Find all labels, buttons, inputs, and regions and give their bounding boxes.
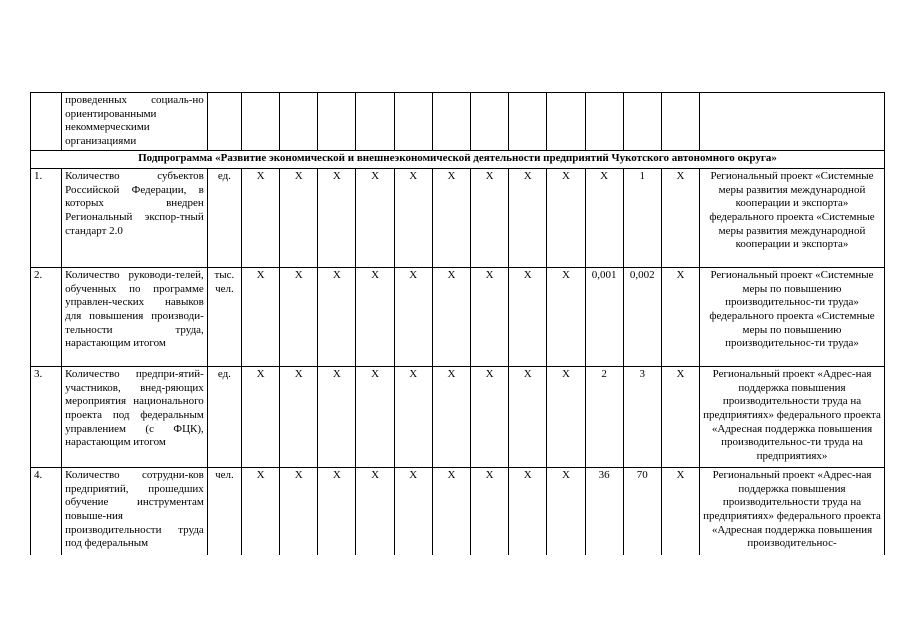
value-cell: Х	[280, 267, 318, 366]
project-cell: Региональный проект «Системные меры развития международной кооперации и экспорта» федерального проекта «Системные меры развития международной кооперации и экспорта»	[700, 168, 885, 267]
value-cell: Х	[471, 467, 509, 555]
value-cell: Х	[547, 467, 585, 555]
value-cell: Х	[318, 366, 356, 467]
section-row	[31, 150, 885, 168]
table-row	[31, 366, 885, 467]
value-cell: Х	[356, 267, 394, 366]
value-cell: Х	[241, 366, 279, 467]
value-cell: Х	[547, 267, 585, 366]
row-number: 4.	[31, 467, 62, 555]
value-cell: Х	[394, 467, 432, 555]
row-number: 2.	[31, 267, 62, 366]
section-title: Подпрограмма «Развитие экономической и внешнеэкономической деятельности предприятий Чукотского автономного округа»	[31, 150, 885, 168]
value-cell: Х	[318, 467, 356, 555]
unit-cell	[207, 93, 241, 151]
value-cell: 0,001	[585, 267, 623, 366]
value-cell: Х	[318, 267, 356, 366]
table-row	[31, 267, 885, 366]
value-cell: Х	[394, 168, 432, 267]
value-cell: 0,002	[623, 267, 661, 366]
row-number: 1.	[31, 168, 62, 267]
value-cell: Х	[356, 467, 394, 555]
indicator-name: Количество субъектов Российской Федерации, в которых внедрен Региональный экспор-тный стандарт 2.0	[62, 168, 208, 267]
unit-cell: ед.	[207, 366, 241, 467]
value-cell: Х	[585, 168, 623, 267]
value-cell: Х	[241, 267, 279, 366]
value-cell: Х	[241, 168, 279, 267]
indicator-name: Количество сотрудни-ков предприятий, прошедших обучение инструментам повыше-ния производительности труда под федеральным	[62, 467, 208, 555]
value-cell: 1	[623, 168, 661, 267]
value-cell: Х	[661, 267, 699, 366]
value-cell: 3	[623, 366, 661, 467]
value-cell: Х	[280, 168, 318, 267]
indicator-name: проведенных социаль-но ориентированными некоммерческими организациями	[62, 93, 208, 151]
value-cell: Х	[394, 267, 432, 366]
value-cell: Х	[547, 168, 585, 267]
table-row	[31, 168, 885, 267]
value-cell: Х	[280, 467, 318, 555]
value-cell: Х	[432, 168, 470, 267]
value-cell: Х	[432, 467, 470, 555]
indicators-table	[30, 92, 885, 555]
value-cell: Х	[394, 366, 432, 467]
value-cell: Х	[471, 366, 509, 467]
value-cell: Х	[280, 366, 318, 467]
row-number	[31, 93, 62, 151]
value-cell: Х	[356, 366, 394, 467]
unit-cell: тыс. чел.	[207, 267, 241, 366]
value-cell: Х	[432, 267, 470, 366]
table-row	[31, 467, 885, 555]
value-cell: Х	[432, 366, 470, 467]
row-number: 3.	[31, 366, 62, 467]
value-cell: Х	[509, 267, 547, 366]
value-cell: 2	[585, 366, 623, 467]
value-cell: Х	[661, 366, 699, 467]
value-cell: Х	[471, 168, 509, 267]
value-cell: Х	[661, 168, 699, 267]
indicator-name: Количество предпри-ятий-участников, внед-ряющих мероприятия национального проекта под федеральным управлением (с ФЦК), нарастающим итогом	[62, 366, 208, 467]
project-cell: Региональный проект «Адрес-ная поддержка повышения производительности труда на предприятиях» федерального проекта «Адресная поддержка повышения производительнос-ти труда на предприятиях»	[700, 366, 885, 467]
value-cell: Х	[318, 168, 356, 267]
value-cell: 36	[585, 467, 623, 555]
value-cell: Х	[509, 168, 547, 267]
project-cell: Региональный проект «Системные меры по повышению производительнос-ти труда» федерального проекта «Системные меры по повышению производительнос-ти труда»	[700, 267, 885, 366]
table-row-continuation	[31, 93, 885, 151]
indicator-name: Количество руководи-телей, обученных по программе управлен-ческих навыков для повышения производи-тельности труда, нарастающим итогом	[62, 267, 208, 366]
value-cell: Х	[241, 467, 279, 555]
value-cell: 70	[623, 467, 661, 555]
value-cell: Х	[661, 467, 699, 555]
unit-cell: чел.	[207, 467, 241, 555]
value-cell: Х	[509, 467, 547, 555]
value-cell: Х	[547, 366, 585, 467]
unit-cell: ед.	[207, 168, 241, 267]
value-cell: Х	[509, 366, 547, 467]
value-cell: Х	[356, 168, 394, 267]
project-cell: Региональный проект «Адрес-ная поддержка повышения производительности труда на предприятиях» федерального проекта «Адресная поддержка повышения производительнос-	[700, 467, 885, 555]
value-cell: Х	[471, 267, 509, 366]
project-cell	[700, 93, 885, 151]
